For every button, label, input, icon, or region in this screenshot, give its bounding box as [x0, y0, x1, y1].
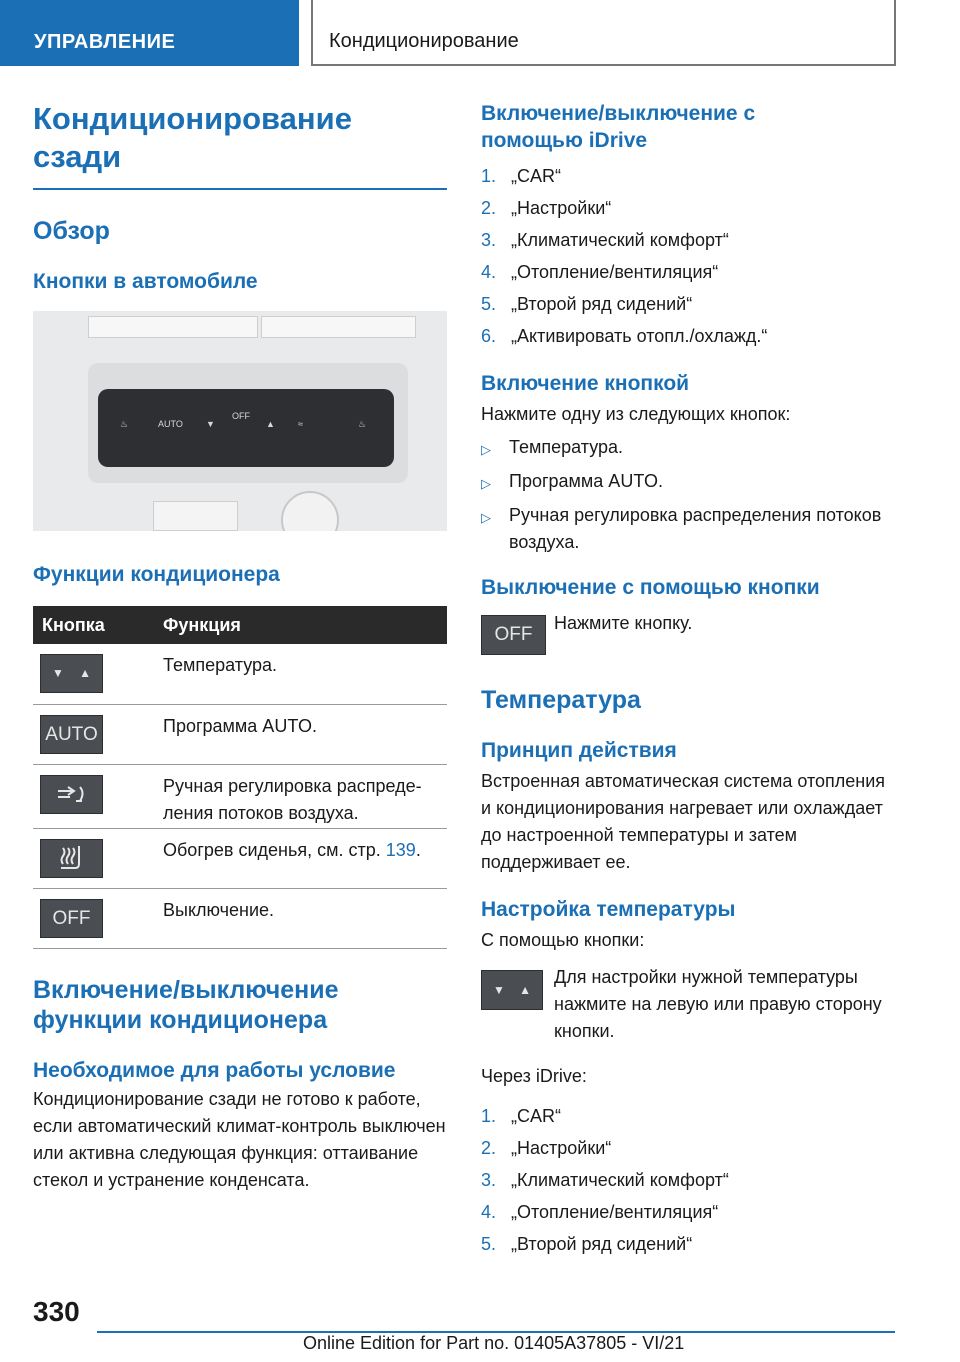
buttons-heading: Кнопки в автомобиле — [33, 270, 258, 293]
idrive-steps — [481, 160, 895, 352]
climate-control-panel — [98, 389, 394, 467]
button-on-list — [481, 434, 895, 556]
panel-seat-heat-right-icon: ♨ — [358, 419, 367, 429]
setting-hint: Для настройки нужной температуры нажмите на левую или правую сторону кнопки. — [554, 967, 882, 1041]
list-item: 5. „Второй ряд сидений“ — [481, 1234, 693, 1254]
list-item: 1. „CAR“ — [481, 1106, 561, 1126]
button-on-heading: Включение кнопкой — [481, 372, 690, 395]
rear-console-photo — [33, 311, 447, 531]
row-text — [155, 828, 447, 888]
column-header-function: Функция — [155, 606, 447, 644]
setting-heading: Настройка температуры — [481, 898, 736, 921]
principle-text: Встроенная автоматическая система отопления и кондиционирования нагревает или охлаждает до настроенной температуры и затем поддерживает ее. — [481, 771, 886, 872]
row-text: Ручная регулировка распределения потоков воздуха. — [155, 764, 447, 828]
functions-table — [33, 606, 447, 949]
list-item: 3. „Климатический комфорт“ — [481, 1170, 729, 1190]
idrive-heading: Включение/выключение с помощью iDrive — [481, 102, 756, 152]
temperature-steps — [481, 1100, 895, 1260]
off-icon: OFF — [481, 615, 546, 655]
list-item: 4. „Отопление/вентиляция“ — [481, 262, 719, 282]
right-column — [481, 100, 895, 1260]
table-row — [33, 704, 447, 764]
triangle-marker-icon: ▷ — [481, 476, 491, 491]
panel-air-dist-icon: ≈ — [298, 419, 303, 429]
principle-heading: Принцип действия — [481, 739, 677, 762]
off-instruction — [481, 615, 895, 655]
temperature-arrows-icon: ▼ ▲ — [40, 654, 103, 693]
page-title: Кондиционирование сзади — [33, 101, 352, 174]
table-row — [33, 764, 447, 828]
list-item: 5. „Второй ряд сидений“ — [481, 294, 693, 314]
overview-heading: Обзор — [33, 217, 110, 245]
section-tab: УПРАВЛЕНИЕ — [0, 0, 299, 66]
seat-heating-suffix: . — [415, 839, 421, 860]
left-column — [33, 100, 447, 1194]
seat-heating-text: Обогрев сиденья, см. стр. — [163, 839, 381, 860]
via-idrive-text: Через iDrive: — [481, 1066, 587, 1086]
setting-text: С помощью кнопки: — [481, 930, 645, 950]
off-icon: OFF — [40, 899, 103, 938]
functions-heading: Функции кондиционера — [33, 563, 280, 586]
edition-text: Online Edition for Part no. 01405A37805 - VI/21 — [303, 1333, 685, 1353]
table-row — [33, 828, 447, 888]
onoff-heading: Включение/выключение функции кондиционера — [33, 975, 339, 1034]
row-text: Температура. — [155, 644, 447, 704]
column-header-button: Кнопка — [33, 606, 155, 644]
title-rule — [33, 188, 447, 190]
setting-hint-block — [481, 964, 895, 1045]
panel-seat-heat-icon: ♨ — [120, 419, 129, 429]
list-item: 1. „CAR“ — [481, 166, 561, 186]
list-item: 2. „Настройки“ — [481, 198, 612, 218]
list-item: ▷ Ручная регулировка распределения потоков воздуха. — [481, 502, 895, 556]
usb-sockets — [153, 501, 238, 531]
chapter-tab: Кондиционирование — [311, 0, 896, 66]
air-distribution-icon — [40, 775, 103, 814]
button-off-text: Нажмите кнопку. — [554, 613, 693, 633]
temperature-heading: Температура — [481, 686, 641, 714]
page-reference-link[interactable]: 139 — [385, 839, 416, 860]
triangle-marker-icon: ▷ — [481, 442, 491, 457]
row-text: Выключение. — [155, 888, 447, 948]
prereq-text: Кондиционирование сзади не готово к работе, если автоматический климат-контроль выключен или активна следующая функция: оттаивание стекол и устранение конденсата. — [33, 1088, 446, 1190]
list-item: 2. „Настройки“ — [481, 1138, 612, 1158]
panel-temp-down-icon: ▼ — [206, 419, 215, 429]
page-number: 330 — [33, 1296, 80, 1327]
list-item: 6. „Активировать отопл./охлажд.“ — [481, 326, 768, 346]
list-item: ▷ Программа AUTO. — [481, 468, 895, 497]
list-item: ▷ Температура. — [481, 434, 895, 463]
air-vent-right — [261, 316, 416, 338]
auto-icon: AUTO — [40, 715, 103, 754]
button-off-heading: Выключение с помощью кнопки — [481, 576, 820, 599]
list-item: 4. „Отопление/вентиляция“ — [481, 1202, 719, 1222]
table-row — [33, 644, 447, 704]
panel-off-label: OFF — [232, 411, 250, 421]
triangle-marker-icon: ▷ — [481, 510, 491, 525]
power-socket — [281, 491, 339, 531]
prereq-heading: Необходимое для работы условие — [33, 1058, 396, 1082]
panel-temp-up-icon: ▲ — [266, 419, 275, 429]
list-item: 3. „Климатический комфорт“ — [481, 230, 729, 250]
air-vent-left — [88, 316, 258, 338]
panel-auto-label: AUTO — [158, 419, 183, 429]
temperature-arrows-icon: ▼ ▲ — [481, 970, 543, 1010]
row-text: Программа AUTO. — [155, 704, 447, 764]
table-row — [33, 888, 447, 948]
seat-heating-icon — [40, 839, 103, 878]
button-on-text: Нажмите одну из следующих кнопок: — [481, 404, 791, 424]
